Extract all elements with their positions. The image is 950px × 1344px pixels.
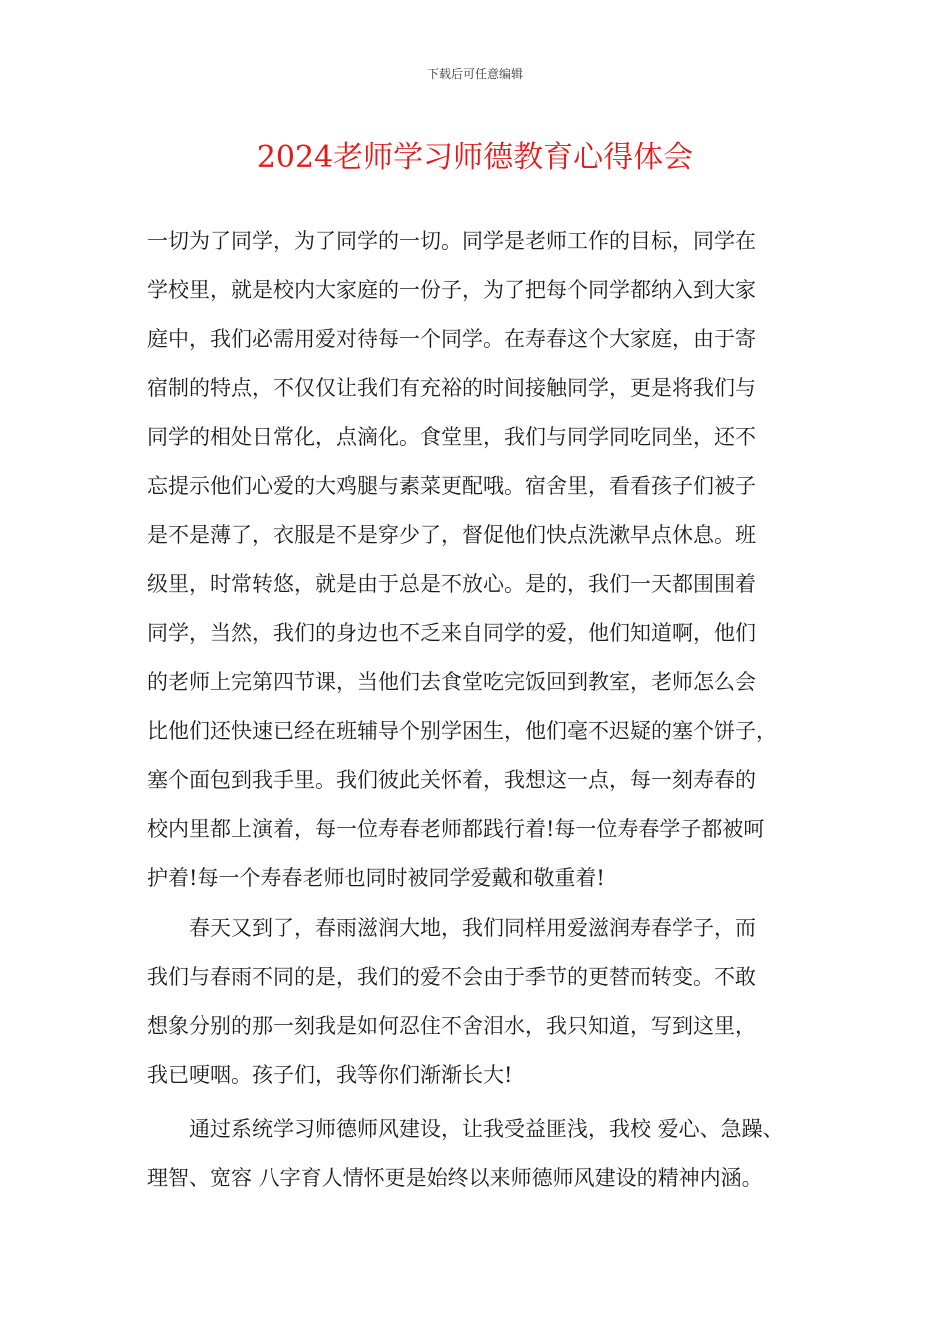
body-line: 一切为了同学，为了同学的一切。同学是老师工作的目标，同学在 [147, 229, 756, 253]
body-line: 同学的相处日常化，点滴化。食堂里，我们与同学同吃同坐，还不 [147, 425, 756, 449]
body-line: 是不是薄了，衣服是不是穿少了，督促他们快点洗漱早点休息。班 [147, 523, 756, 547]
header-note: 下载后可任意编辑 [426, 67, 523, 81]
body-line: 学校里，就是校内大家庭的一份子，为了把每个同学都纳入到大家 [147, 278, 756, 302]
body-line: 校内里都上演着，每一位寿春老师都践行着!每一位寿春学子都被呵 [147, 817, 765, 841]
body-line: 同学，当然，我们的身边也不乏来自同学的爱，他们知道啊，他们 [147, 621, 756, 645]
body-line: 护着!每一个寿春老师也同时被同学爱戴和敬重着! [147, 866, 605, 890]
body-line: 春天又到了，春雨滋润大地，我们同样用爱滋润寿春学子，而 [189, 916, 756, 940]
body-line: 想象分别的那一刻我是如何忍住不舍泪水，我只知道，写到这里， [147, 1014, 756, 1038]
body-line: 塞个面包到我手里。我们彼此关怀着，我想这一点，每一刻寿春的 [147, 768, 756, 792]
document-title: 2024老师学习师德教育心得体会 [256, 140, 694, 175]
body-line: 通过系统学习师德师风建设，让我受益匪浅，我校 爱心、急躁、 [189, 1117, 784, 1141]
body-line: 的老师上完第四节课，当他们去食堂吃完饭回到教室，老师怎么会 [147, 670, 756, 694]
body-line: 比他们还快速已经在班辅导个别学困生，他们毫不迟疑的塞个饼子， [147, 719, 777, 743]
body-line: 理智、宽容 八字育人情怀更是始终以来师德师风建设的精神内涵。 [147, 1166, 763, 1190]
body-line: 我们与春雨不同的是，我们的爱不会由于季节的更替而转变。不敢 [147, 965, 756, 989]
body-line: 级里，时常转悠，就是由于总是不放心。是的，我们一天都围围着 [147, 572, 756, 596]
body-line: 我已哽咽。孩子们，我等你们渐渐长大! [147, 1063, 513, 1087]
body-line: 忘提示他们心爱的大鸡腿与素菜更配哦。宿舍里，看看孩子们被子 [147, 474, 756, 498]
body-line: 庭中，我们必需用爱对待每一个同学。在寿春这个大家庭，由于寄 [147, 327, 756, 351]
body-line: 宿制的特点，不仅仅让我们有充裕的时间接触同学，更是将我们与 [147, 376, 756, 400]
